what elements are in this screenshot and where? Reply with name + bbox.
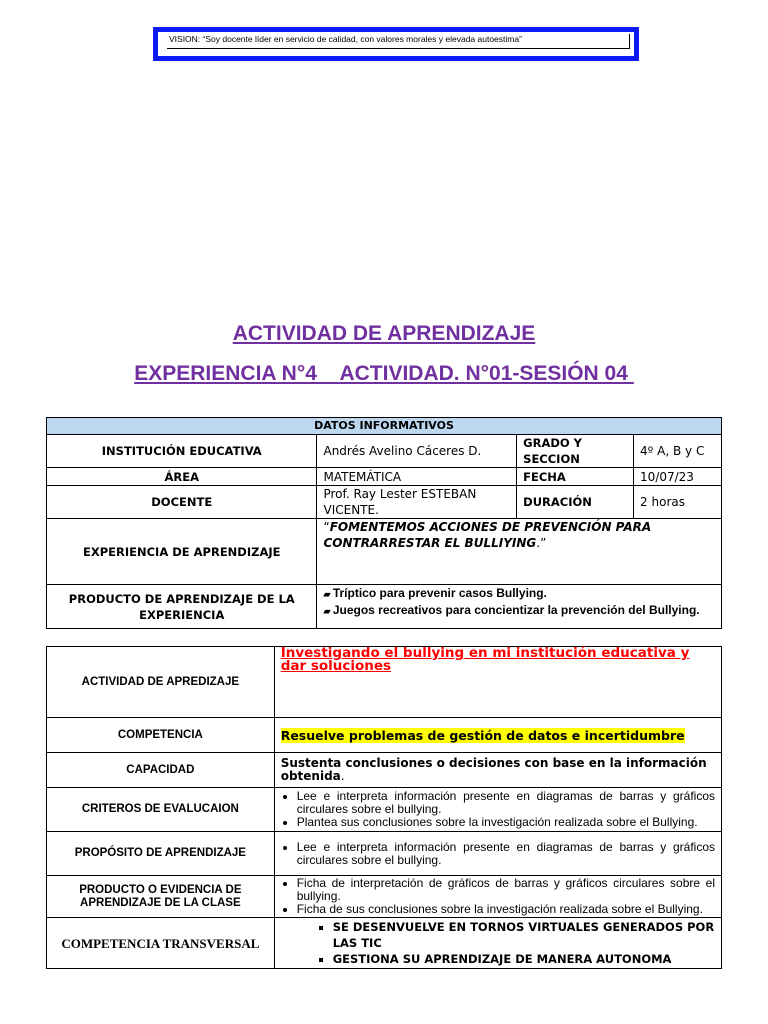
fecha-label: FECHA <box>517 468 634 486</box>
competencia-cell <box>274 718 721 753</box>
transversal-label: COMPETENCIA TRANSVERSAL <box>47 918 275 969</box>
fecha-value: 10/07/23 <box>634 468 722 486</box>
list-item: • Ficha de interpretación de gráficos de barras y gráficos circulares sobre el bullying. <box>297 877 715 903</box>
sesion-table <box>46 646 722 969</box>
list-item: ▪ SE DESENVUELVE EN TORNOS VIRTUALES GENERADOS POR LAS TIC <box>333 919 715 951</box>
institucion-value: Andrés Avelino Cáceres D. <box>317 435 517 468</box>
docente-label: DOCENTE <box>47 486 317 519</box>
experiencia-close-quote: .” <box>536 536 547 550</box>
capacidad-label: CAPACIDAD <box>47 753 275 788</box>
transversal-cell <box>274 918 721 969</box>
list-item: ▰ Juegos recreativos para concientizar la prevención del Bullying. <box>323 603 700 617</box>
institucion-label: INSTITUCIÓN EDUCATIVA <box>47 435 317 468</box>
vision-text: VISION: “Soy docente líder en servicio de calidad, con valores morales y elevada autoestima” <box>167 34 630 49</box>
list-item: • Plantea sus conclusiones sobre la investigación realizada sobre el Bullying. <box>297 816 715 829</box>
datos-informativos-table <box>46 417 722 629</box>
proposito-label: PROPÓSITO DE APRENDIZAJE <box>47 832 275 876</box>
duracion-value: 2 horas <box>634 486 722 519</box>
list-item: ▪ GESTIONA SU APRENDIZAJE DE MANERA AUTONOMA <box>333 951 715 967</box>
list-item: • Lee e interpreta información presente en diagramas de barras y gráficos circulares sobre el bullying. <box>297 841 715 867</box>
list-item: • Lee e interpreta información presente en diagramas de barras y gráficos circulares sobre el bullying. <box>297 790 715 816</box>
duracion-label: DURACIÓN <box>517 486 634 519</box>
list-item: • Ficha de sus conclusiones sobre la investigación realizada sobre el Bullying. <box>297 903 715 916</box>
datos-header: DATOS INFORMATIVOS <box>47 418 722 435</box>
area-label: ÁREA <box>47 468 317 486</box>
actividad-label: ACTIVIDAD DE APREDIZAJE <box>47 647 275 718</box>
competencia-label: COMPETENCIA <box>47 718 275 753</box>
evidencia-cell <box>274 876 721 918</box>
page-subtitle: EXPERIENCIA N°4 ACTIVIDAD. N°01-SESIÓN 04 <box>134 362 634 385</box>
criterios-cell <box>274 788 721 832</box>
page-title: ACTIVIDAD DE APRENDIZAJE <box>232 322 536 345</box>
producto-label: PRODUCTO DE APRENDIZAJE DE LA EXPERIENCIA <box>47 585 317 629</box>
evidencia-label: PRODUCTO O EVIDENCIA DE APRENDIZAJE DE LA CLASE <box>47 876 275 918</box>
experiencia-open-quote: “ <box>323 520 330 534</box>
criterios-label: CRITEROS DE EVALUCAION <box>47 788 275 832</box>
producto-list <box>317 585 722 629</box>
experiencia-label: EXPERIENCIA DE APRENDIZAJE <box>47 519 317 585</box>
grado-value: 4º A, B y C <box>634 435 722 468</box>
area-value: MATEMÁTICA <box>317 468 517 486</box>
capacidad-value: Sustenta conclusiones o decisiones con base en la información obtenida <box>280 756 707 783</box>
square-bullet-icon: ▰ <box>323 589 331 599</box>
list-item: ▰ Tríptico para prevenir casos Bullying. <box>323 586 547 600</box>
proposito-cell <box>274 832 721 876</box>
grado-label: GRADO Y SECCION <box>517 435 634 468</box>
capacidad-cell: Sustenta conclusiones o decisiones con base en la información obtenida. <box>274 753 721 788</box>
docente-value: Prof. Ray Lester ESTEBAN VICENTE. <box>317 486 517 519</box>
square-bullet-icon: ▰ <box>323 606 331 616</box>
experiencia-value-cell <box>317 519 722 585</box>
experiencia-value: FOMENTEMOS ACCIONES DE PREVENCIÓN PARA CONTRARRESTAR EL BULLIYING <box>323 520 652 550</box>
actividad-value: Investigando el bullying en mi institución educativa y dar soluciones <box>274 647 721 718</box>
vision-box <box>153 27 639 61</box>
competencia-value: Resuelve problemas de gestión de datos e incertidumbre <box>280 727 685 743</box>
